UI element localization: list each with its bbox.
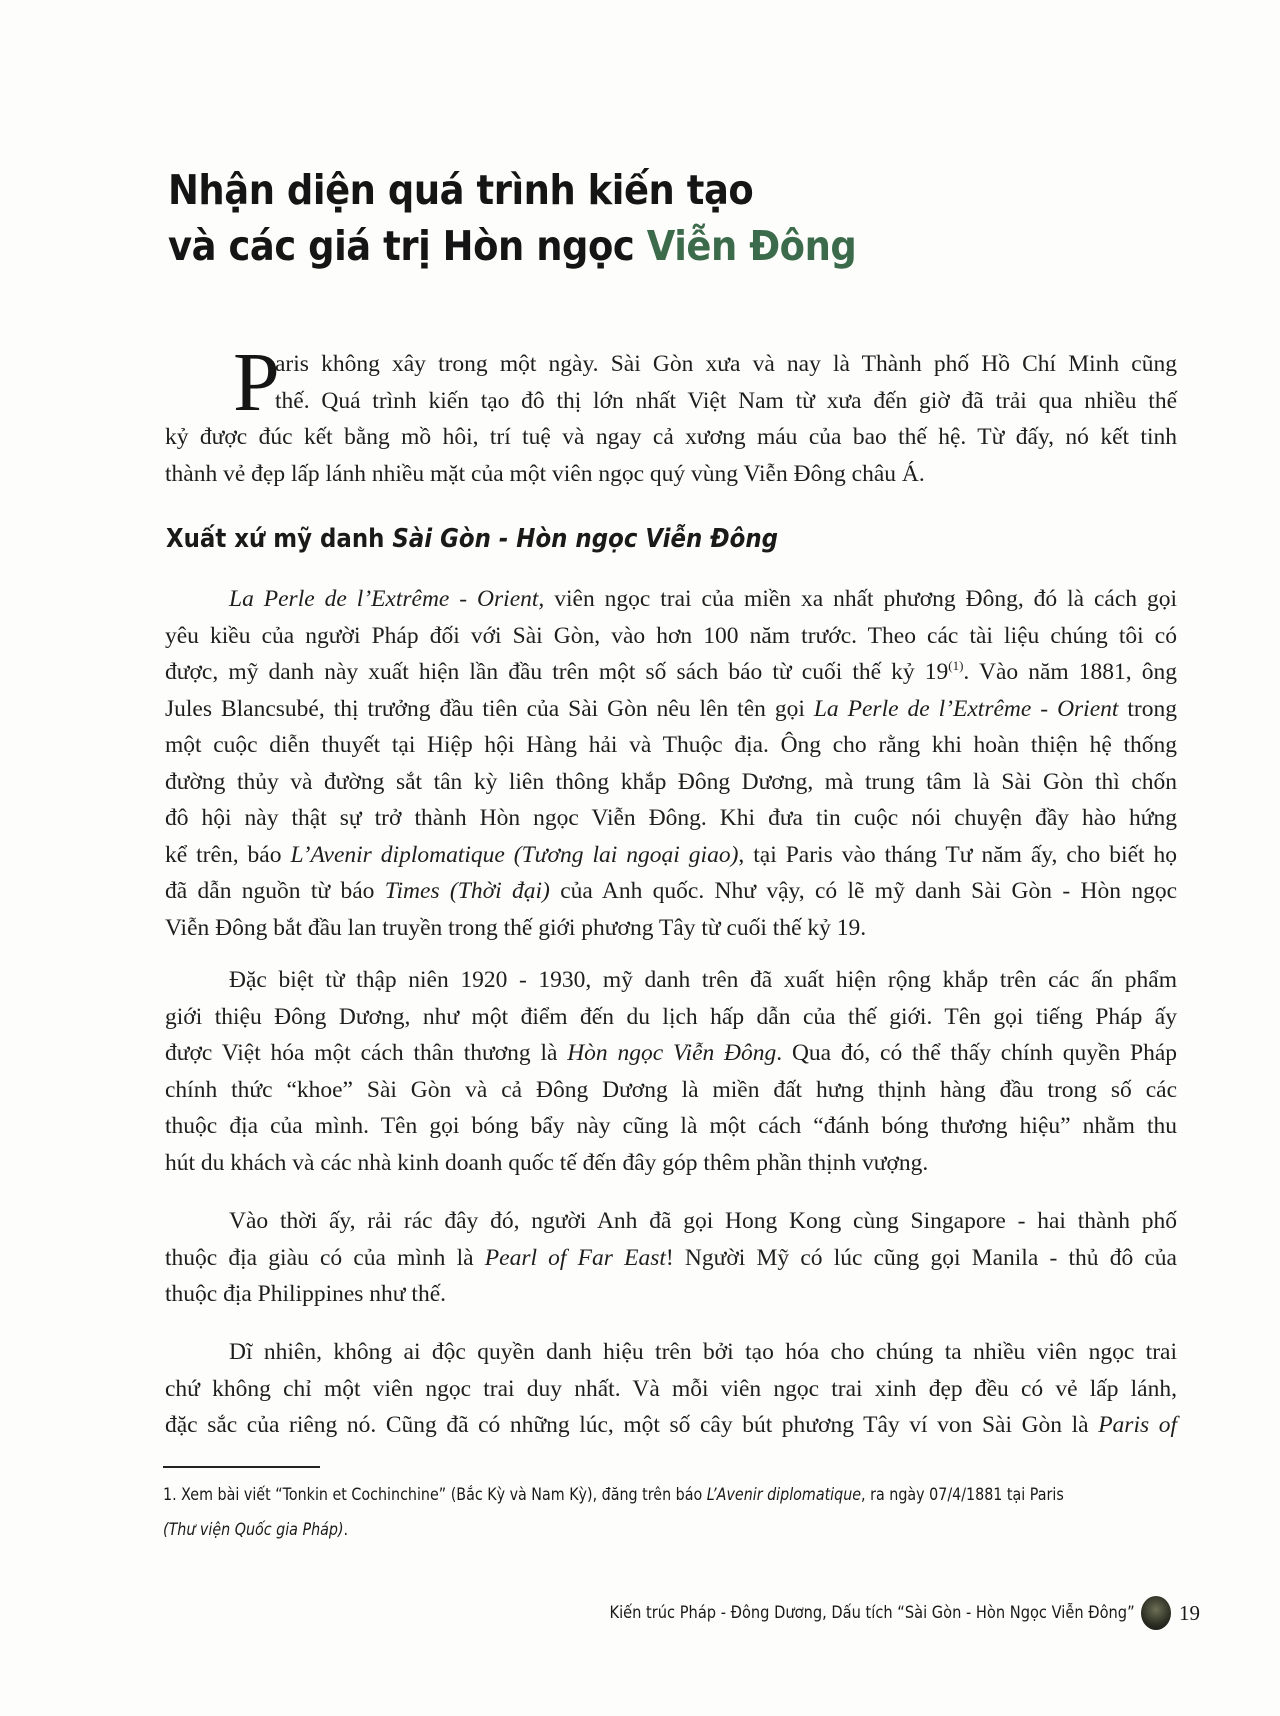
text-line [165, 654, 1177, 691]
text-line [165, 1334, 1177, 1371]
text-run: của Anh quốc. Như vậy, có lẽ mỹ danh Sài Gòn - Hòn ngọc [549, 878, 1178, 904]
text-run: . [343, 1520, 349, 1540]
text-run: ! Người Mỹ có lúc cũng gọi Manila - thủ đô của [665, 1244, 1177, 1271]
text-line [165, 1035, 1177, 1072]
text-run: viên ngọc trai của miền xa nhất phương Đông, đó là cách gọi [544, 586, 1178, 612]
text-line [165, 383, 1177, 420]
page-footer [524, 1596, 1200, 1630]
text-run: chính thức “khoe” Sài Gòn và cả Đông Dương là miền đất hưng thịnh hàng đầu trong số các [165, 1076, 1177, 1103]
text-run: . Vào năm 1881, ông [963, 659, 1178, 685]
text-run: Viễn Đông bắt đầu lan truyền trong thế giới phương Tây từ cuối thế kỷ 19. [165, 914, 867, 941]
text-run: kể trên, báo [165, 841, 291, 868]
italic-text-run: La Perle de l’Extrême - Orient, [229, 586, 545, 612]
section-heading-main: Xuất xứ mỹ danh [166, 524, 393, 554]
text-line [165, 1145, 1177, 1182]
page-number: 19 [1179, 1600, 1200, 1625]
paragraph-1 [165, 581, 1177, 946]
chapter-title-line-2 [168, 218, 856, 274]
text-run: thuộc địa giàu có của mình là [165, 1244, 485, 1271]
text-line [165, 618, 1177, 655]
footnote-divider [163, 1466, 320, 1468]
section-heading [166, 524, 778, 554]
chapter-title-accent: Viễn Đông [646, 222, 857, 270]
text-line [165, 999, 1177, 1036]
text-line [165, 1407, 1177, 1444]
text-run: chứ không chỉ một viên ngọc trai duy nhất. Và mỗi viên ngọc trai xinh đẹp đều có vẻ lấp lánh, [165, 1375, 1177, 1402]
text-line [165, 764, 1177, 801]
text-run: 1. Xem bài viết “Tonkin et Cochinchine” (Bắc Kỳ và Nam Kỳ), đăng trên báo [163, 1485, 707, 1505]
text-run: yêu kiều của người Pháp đối với Sài Gòn, vào hơn 100 năm trước. Theo các tài liệu chúng tôi có [165, 622, 1177, 649]
paragraph-2 [165, 962, 1177, 1181]
text-run: , ra ngày 07/4/1881 tại Paris [861, 1485, 1064, 1505]
italic-text-run: Times (Thời đại) [384, 878, 550, 904]
text-run: được Việt hóa một cách thân thương là [165, 1040, 568, 1066]
text-line [165, 1108, 1177, 1145]
text-line [165, 1240, 1177, 1277]
paragraph-4 [165, 1334, 1177, 1444]
text-run: đã dẫn nguồn từ báo [165, 878, 385, 904]
text-line [165, 837, 1177, 874]
drop-cap: P [233, 336, 280, 429]
text-line [165, 691, 1177, 728]
italic-text-run: L’Avenir diplomatique (Tương lai ngoại giao) [290, 841, 739, 868]
section-heading-italic: Sài Gòn - Hòn ngọc Viễn Đông [392, 524, 778, 554]
text-line [165, 910, 1177, 947]
paragraph-3 [165, 1203, 1177, 1313]
text-line [165, 581, 1177, 618]
text-run: giới thiệu Đông Dương, như một điểm đến du lịch hấp dẫn của thế giới. Tên gọi tiếng Pháp ấy [165, 1003, 1177, 1030]
text-run: thuộc địa Philippines như thế. [165, 1281, 447, 1307]
text-line [165, 456, 1177, 493]
text-run: Dĩ nhiên, không ai độc quyền danh hiệu trên bởi tạo hóa cho chúng ta nhiều viên ngọc trai [229, 1339, 1177, 1365]
text-run: thành vẻ đẹp lấp lánh nhiều mặt của một viên ngọc quý vùng Viễn Đông châu Á. [165, 460, 925, 487]
text-line [165, 1371, 1177, 1408]
text-line [165, 1203, 1177, 1240]
text-line [165, 727, 1177, 764]
book-emblem-icon [1141, 1596, 1171, 1630]
italic-text-run: La Perle de l’Extrême - Orient [813, 695, 1119, 722]
italic-text-run: (Thư viện Quốc gia Pháp) [163, 1520, 344, 1540]
text-run: , tại Paris vào tháng Tư năm ấy, cho biết họ [738, 841, 1177, 868]
text-run: Đặc biệt từ thập niên 1920 - 1930, mỹ danh trên đã xuất hiện rộng khắp trên các ấn phẩm [229, 967, 1177, 993]
footnote-ref: (1) [948, 658, 964, 674]
text-line [165, 1072, 1177, 1109]
chapter-title-line-2-main: và các giá trị Hòn ngọc [168, 222, 647, 270]
footnote-line-2 [163, 1513, 1064, 1548]
text-run: đường thủy và đường sắt tân kỳ liên thông khắp Đông Dương, mà trung tâm là Sài Gòn thì chốn [165, 768, 1177, 795]
footnote [163, 1478, 1064, 1548]
text-line [165, 346, 1177, 383]
text-run: trong [1118, 695, 1178, 722]
italic-text-run: Paris of [1098, 1412, 1177, 1438]
text-run: đô hội này thật sự trở thành Hòn ngọc Viễn Đông. Khi đưa tin cuộc nói chuyện đầy hào hứng [165, 805, 1177, 831]
text-run: thuộc địa của mình. Tên gọi bóng bẩy này cũng là một cách “đánh bóng thương hiệu” nhằm thu [165, 1113, 1177, 1139]
text-run: aris không xây trong một ngày. Sài Gòn xưa và nay là Thành phố Hồ Chí Minh cũng [275, 351, 1177, 377]
text-run: hút du khách và các nhà kinh doanh quốc tế đến đây góp thêm phần thịnh vượng. [165, 1149, 929, 1176]
italic-text-run: L’Avenir diplomatique [706, 1485, 862, 1505]
text-run: . Qua đó, có thể thấy chính quyền Pháp [776, 1040, 1178, 1066]
text-run: kỷ được đúc kết bằng mồ hôi, trí tuệ và ngay cả xương máu của bao thế hệ. Từ đấy, nó kết tinh [165, 424, 1177, 450]
text-line [165, 962, 1177, 999]
chapter-title-line-1: Nhận diện quá trình kiến tạo [168, 166, 754, 214]
text-run: được, mỹ danh này xuất hiện lần đầu trên một số sách báo từ cuối thế kỷ 19 [165, 659, 949, 685]
text-line [165, 800, 1177, 837]
italic-text-run: Hòn ngọc Viễn Đông [567, 1040, 777, 1066]
footnote-line-1 [163, 1478, 1064, 1513]
text-line [165, 419, 1177, 456]
italic-text-run: Pearl of Far East [484, 1244, 666, 1271]
text-run: đặc sắc của riêng nó. Cũng đã có những lúc, một số cây bút phương Tây ví von Sài Gòn là [165, 1412, 1099, 1438]
intro-paragraph [165, 336, 1177, 492]
text-line [165, 873, 1177, 910]
running-title: Kiến trúc Pháp - Đông Dương, Dấu tích “Sài Gòn - Hòn Ngọc Viễn Đông” [609, 1603, 1135, 1623]
text-line [165, 1276, 1177, 1313]
text-run: một cuộc diễn thuyết tại Hiệp hội Hàng hải và Thuộc địa. Ông cho rằng khi hoàn thiện hệ thống [165, 732, 1177, 758]
text-run: Vào thời ấy, rải rác đây đó, người Anh đã gọi Hong Kong cùng Singapore - hai thành phố [229, 1208, 1177, 1234]
text-run: Jules Blancsubé, thị trưởng đầu tiên của Sài Gòn nêu lên tên gọi [165, 695, 814, 722]
text-run: thế. Quá trình kiến tạo đô thị lớn nhất Việt Nam từ xưa đến giờ đã trải qua nhiều thế [275, 387, 1177, 414]
chapter-title [168, 162, 856, 274]
